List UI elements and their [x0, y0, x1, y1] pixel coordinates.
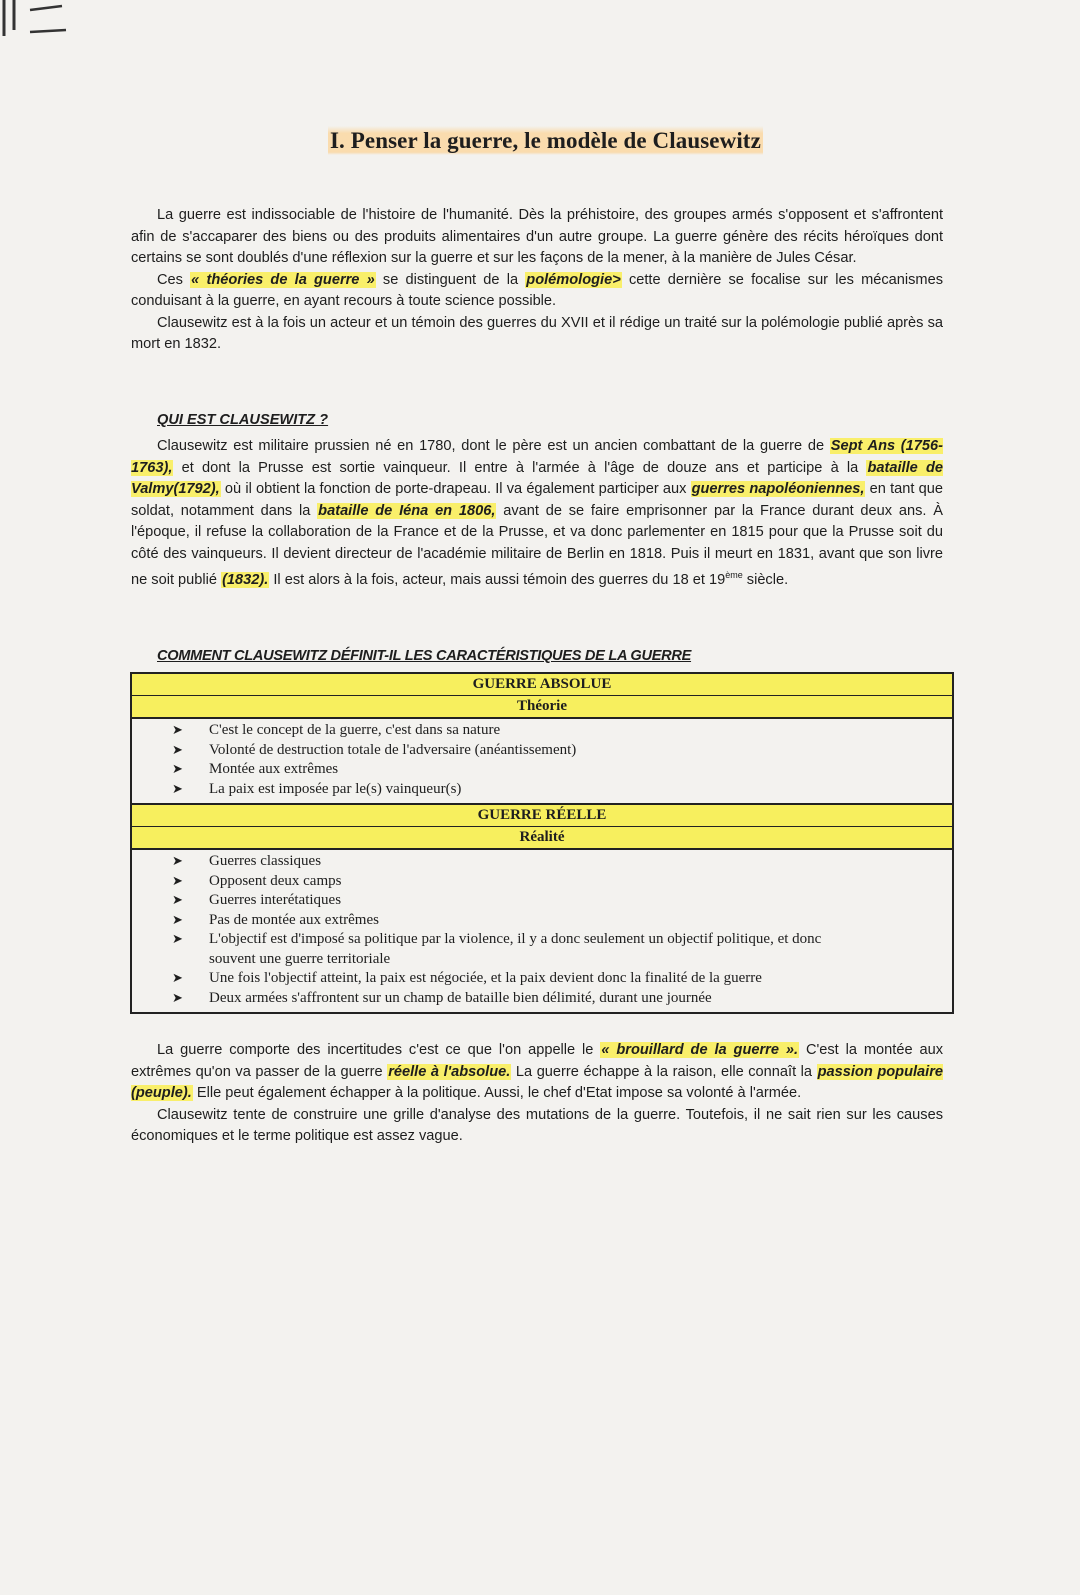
highlight-theories: « théories de la guerre »	[191, 271, 375, 288]
highlight-valmy: bataille de Valmy(1792),	[131, 459, 943, 497]
list-item: ➤ Pas de montée aux extrêmes	[204, 911, 952, 931]
highlight-sept-ans: Sept Ans (1756-1763),	[131, 438, 943, 476]
who-paragraph: Clausewitz est militaire prussien né en 1780, dont le père est un ancien combattant de la guerre de Sept Ans (1756-1763), et dont la Prusse est sortie vainqueur. Il entre à l'armée à l'âge de douze ans et participe à la bataille de Valmy(1792), où il obtient la fonction de porte-drapeau. Il va également participer aux guerres napoléoniennes, en tant que soldat, notamment dans la bataille de Iéna en 1806, avant de se faire emprisonner par la France durant deux ans. À l'époque, il refuse la collaboration de la France et de la Prusse, et va donc parlementer en 1815 pour que la Prusse soit du côté des vainqueurs. Il devient directeur de l'académie militaire de Berlin en 1818. Puis il meurt en 1831, avant que son livre ne soit publié (1832). Il est alors à la fois, acteur, mais aussi témoin des guerres du 18 et 19ème siècle.	[131, 438, 943, 588]
highlight-passion-populaire: passion populaire (peuple).	[131, 1063, 943, 1101]
highlight-napoleoniennes: guerres napoléoniennes,	[691, 481, 865, 497]
list-item: ➤ Deux armées s'affrontent sur un champ de bataille bien délimité, durant une journée	[204, 989, 952, 1009]
list-item: ➤ Volonté de destruction totale de l'adversaire (anéantissement)	[204, 741, 952, 761]
list-item: ➤ Guerres classiques	[204, 852, 952, 872]
highlight-brouillard: « brouillard de la guerre ».	[601, 1042, 799, 1058]
absolute-war-title: GUERRE ABSOLUE	[132, 674, 952, 696]
list-item: ➤ C'est le concept de la guerre, c'est dans sa nature	[204, 721, 952, 741]
absolute-war-list	[132, 719, 952, 803]
conclusion-paragraph-2: Clausewitz tente de construire une grille d'analyse des mutations de la guerre. Toutefois, il ne sait rien sur les causes économiques et le terme politique est assez vague.	[131, 1106, 943, 1144]
intro-paragraph-3: Clausewitz est à la fois un acteur et un témoin des guerres du XVII et il rédige un traité sur la polémologie publié après sa mort en 1832.	[131, 314, 943, 352]
list-item: ➤ Opposent deux camps	[204, 872, 952, 892]
conclusion-paragraph-1: La guerre comporte des incertitudes c'est ce que l'on appelle le « brouillard de la guerre ». C'est la montée aux extrêmes qu'on va passer de la guerre réelle à l'absolue. La guerre échappe à la raison, elle connaît la passion populaire (peuple). Elle peut également échapper à la politique. Aussi, le chef d'Etat impose sa volonté à l'armée.	[131, 1042, 944, 1101]
absolute-war-subtitle: Théorie	[132, 696, 952, 719]
who-heading: QUI EST CLAUSEWITZ ?	[157, 412, 329, 428]
list-item-continuation: souvent une guerre territoriale	[209, 950, 391, 967]
intro-paragraph-1: La guerre est indissociable de l'histoire de l'humanité. Dès la préhistoire, des groupes armés s'opposent et s'affrontent afin de s'accaparer des biens ou des produits alimentaires d'un autre groupe. La guerre génère des récits héroïques dont certains se sont doublés d'une réflexion sur la guerre et sur les façons de la mener, à la manière de Jules César.	[131, 207, 943, 266]
highlight-iena: bataille de Iéna en 1806,	[318, 502, 496, 519]
highlight-1832: (1832).	[222, 571, 269, 588]
highlight-polemologie: polémologie>	[526, 271, 621, 288]
war-characteristics-table	[130, 672, 954, 1014]
real-war-title: GUERRE RÉELLE	[132, 803, 952, 827]
table-heading: COMMENT CLAUSEWITZ DÉFINIT-IL LES CARACTÉRISTIQUES DE LA GUERRE	[157, 648, 692, 664]
intro-paragraph-2: Ces « théories de la guerre » se distinguent de la polémologie> cette dernière se focalise sur les mécanismes conduisant à la guerre, en ayant recours à toute science possible.	[131, 271, 943, 309]
who-section	[131, 436, 943, 591]
title-text: I. Penser la guerre, le modèle de Clausewitz	[330, 128, 761, 153]
conclusion-section	[131, 1040, 943, 1148]
highlight-reelle-absolue: réelle à l'absolue.	[388, 1063, 511, 1080]
list-item: ➤ Une fois l'objectif atteint, la paix est négociée, et la paix devient donc la finalité de la guerre	[204, 969, 952, 989]
list-item: ➤ L'objectif est d'imposé sa politique par la violence, il y a donc seulement un objectif politique, et donc	[204, 930, 952, 950]
list-item: ➤ La paix est imposée par le(s) vainqueur(s)	[204, 780, 952, 800]
real-war-subtitle: Réalité	[132, 827, 952, 850]
page-title	[328, 128, 763, 154]
real-war-list	[132, 850, 952, 1010]
list-item: ➤ Montée aux extrêmes	[204, 760, 952, 780]
intro-section	[131, 205, 943, 356]
binder-mark-icon	[0, 0, 70, 40]
list-item: ➤ Guerres interétatiques	[204, 891, 952, 911]
